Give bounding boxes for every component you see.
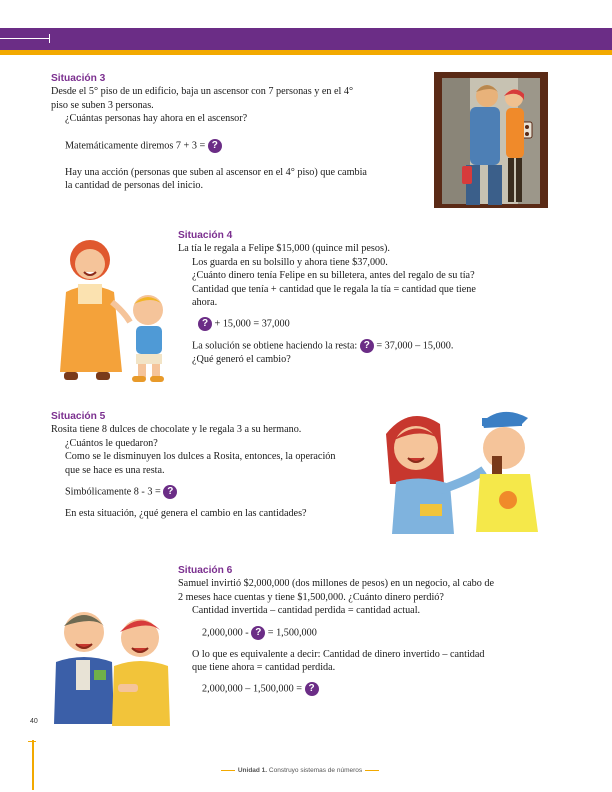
situation-6	[178, 564, 494, 696]
s4-equation	[178, 317, 476, 331]
header-band	[0, 28, 612, 50]
header-rule	[0, 38, 50, 39]
footer-unit: Unidad 1.	[237, 767, 268, 774]
margin-rule-tick	[28, 741, 36, 742]
s4-question: ¿Cuánto dinero tenía Felipe en su billetera, antes del regalo de su tía?	[192, 270, 475, 282]
s6-equation-1-right: = 1,500,000	[267, 626, 317, 638]
footer-unit-title: Construyo sistemas de números	[268, 767, 363, 774]
s5-text-4: que se hace es una resta.	[65, 464, 165, 476]
situation-4-title: Situación 4	[178, 230, 233, 241]
situation-3-title: Situación 3	[51, 73, 106, 84]
s6-text-4: O lo que es equivalente a decir: Cantidad de dinero invertido – cantidad	[192, 648, 485, 660]
question-mark-icon: ?	[208, 139, 222, 153]
page-number: 40	[30, 718, 38, 725]
s4-text-5: ahora.	[192, 297, 218, 309]
s4-text-1: La tía le regala a Felipe $15,000 (quince mil pesos).	[178, 243, 390, 255]
s6-text-5: que tiene ahora = cantidad perdida.	[192, 662, 336, 674]
question-mark-icon: ?	[198, 317, 212, 331]
situation-5-title: Situación 5	[51, 411, 106, 422]
s4-solution-text: La solución se obtiene haciendo la resta:	[192, 340, 358, 352]
footer-dash-right	[365, 770, 379, 771]
s6-text-3: Cantidad invertida – cantidad perdida = cantidad actual.	[192, 605, 421, 617]
s4-solution	[178, 339, 476, 353]
s4-question-2: ¿Qué generó el cambio?	[192, 354, 291, 366]
question-mark-icon: ?	[305, 682, 319, 696]
footer-dash-left	[221, 770, 235, 771]
s5-question-2: En esta situación, ¿qué genera el cambio en las cantidades?	[65, 508, 307, 520]
s5-equation	[51, 485, 335, 499]
s3-equation	[51, 139, 367, 153]
s6-text-1: Samuel invirtió $2,000,000 (dos millones de pesos) en un negocio, al cabo de	[178, 578, 495, 590]
s3-text-4: Hay una acción (personas que suben al ascensor en el 4° piso) que cambia	[65, 166, 367, 178]
header-accent-band	[0, 50, 612, 55]
s4-solution-result: = 37,000 – 15,000.	[376, 340, 454, 352]
s5-equation-text: Simbólicamente 8 - 3 =	[65, 486, 161, 498]
s5-text-3: Como se le disminuyen los dulces a Rosita, entonces, la operación	[65, 451, 336, 463]
situation-6-title: Situación 6	[178, 565, 233, 576]
situation-4	[178, 229, 476, 367]
question-mark-icon: ?	[163, 485, 177, 499]
rosita-and-brother-illustration	[380, 404, 552, 534]
s4-text-2: Los guarda en su bolsillo y ahora tiene $37,000.	[192, 256, 388, 268]
situation-5	[51, 410, 335, 520]
aunt-and-boy-illustration	[48, 232, 176, 386]
s4-equation-text: + 15,000 = 37,000	[214, 318, 290, 330]
s3-text-5: la cantidad de personas del inicio.	[65, 180, 204, 192]
s6-equation-2-text: 2,000,000 – 1,500,000 =	[202, 683, 302, 695]
margin-rule	[32, 740, 34, 790]
two-men-illustration	[48, 604, 176, 730]
s4-text-4: Cantidad que tenía + cantidad que le regala la tía = cantidad que tiene	[192, 283, 476, 295]
s6-text-2: 2 meses hace cuentas y tiene $1,500,000. ¿Cuánto dinero perdió?	[178, 591, 444, 603]
question-mark-icon: ?	[360, 339, 374, 353]
situation-3	[51, 72, 367, 192]
s3-question: ¿Cuántas personas hay ahora en el ascensor?	[65, 113, 248, 125]
s6-equation-2	[178, 682, 494, 696]
s3-text-1: Desde el 5° piso de un edificio, baja un ascensor con 7 personas y en el 4°	[51, 86, 354, 98]
s6-equation-1-left: 2,000,000 -	[202, 626, 249, 638]
s3-equation-text: Matemáticamente diremos 7 + 3 =	[65, 139, 206, 151]
header-rule-tick	[49, 34, 50, 43]
page-footer	[200, 767, 400, 774]
question-mark-icon: ?	[251, 626, 265, 640]
s5-text-1: Rosita tiene 8 dulces de chocolate y le regala 3 a su hermano.	[51, 424, 302, 436]
s3-text-2: piso se suben 3 personas.	[51, 99, 154, 111]
s6-equation-1	[178, 626, 494, 640]
elevator-illustration	[432, 70, 550, 210]
s5-question: ¿Cuántos le quedaron?	[65, 437, 158, 449]
